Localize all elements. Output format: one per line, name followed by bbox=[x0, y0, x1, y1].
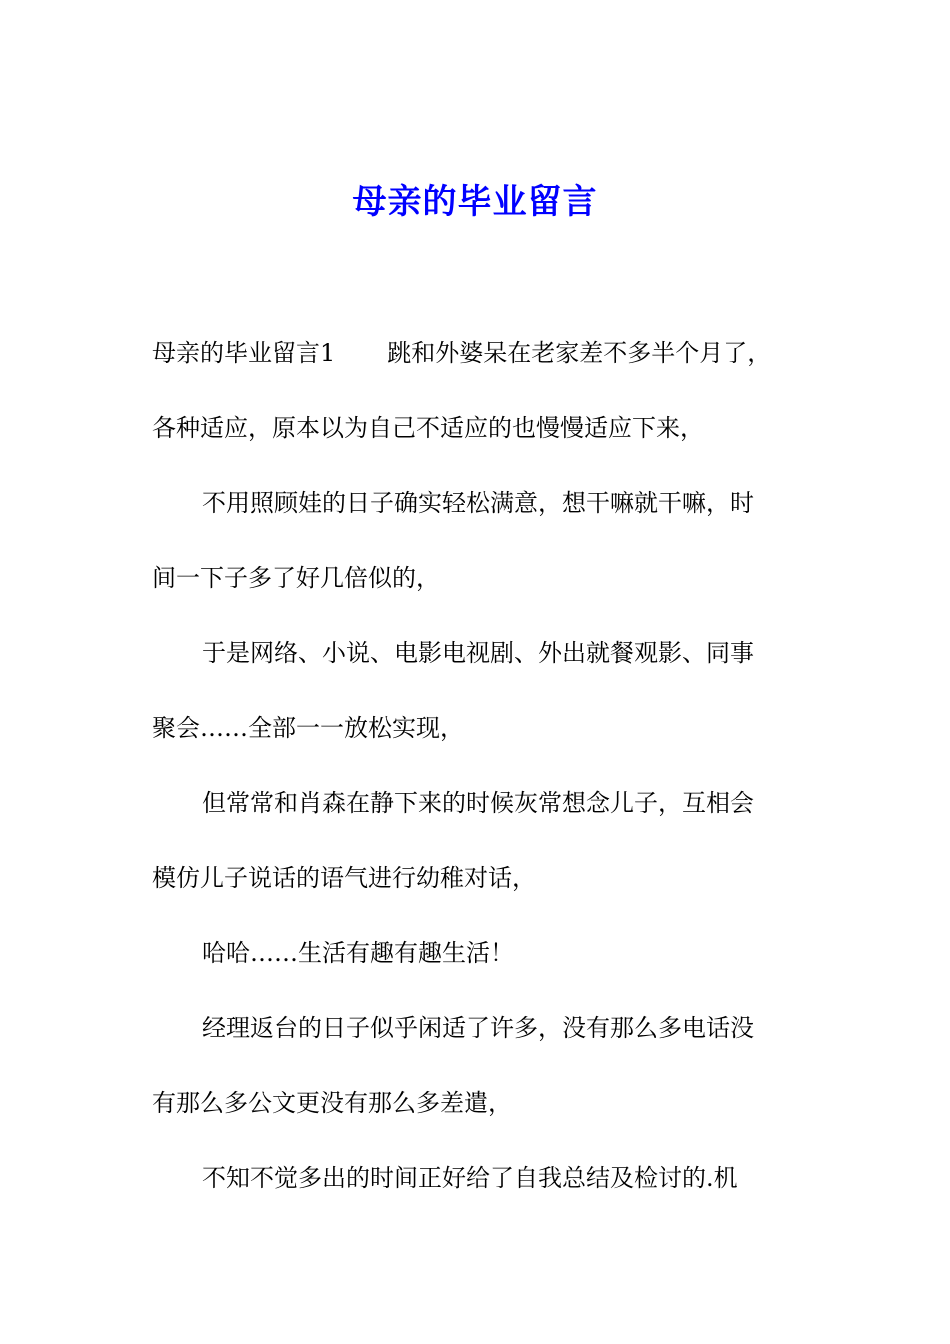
paragraph-line: 各种适应，原本以为自己不适应的也慢慢适应下来， bbox=[152, 414, 704, 442]
document-title: 母亲的毕业留言 bbox=[352, 182, 598, 222]
paragraph-line: 不用照顾娃的日子确实轻松满意，想干嘛就干嘛，时 bbox=[202, 489, 754, 517]
paragraph-line-first bbox=[152, 330, 800, 405]
paragraph-line: 哈哈……生活有趣有趣生活！ bbox=[202, 939, 514, 967]
paragraph-line: 有那么多公文更没有那么多差遣， bbox=[152, 1089, 512, 1117]
paragraph-line: 经理返台的日子似乎闲适了许多，没有那么多电话没 bbox=[202, 1014, 754, 1042]
paragraph-line: 间一下子多了好几倍似的， bbox=[152, 564, 440, 592]
paragraph-line: 于是网络、小说、电影电视剧、外出就餐观影、同事 bbox=[202, 639, 754, 667]
paragraph-line: 聚会……全部一一放松实现， bbox=[152, 714, 464, 742]
section-heading: 母亲的毕业留言1 bbox=[152, 339, 336, 367]
paragraph-line: 模仿儿子说话的语气进行幼稚对话， bbox=[152, 864, 536, 892]
paragraph-line: 但常常和肖森在静下来的时候灰常想念儿子，互相会 bbox=[202, 789, 754, 817]
document-body bbox=[152, 330, 800, 1230]
section-text: 跳和外婆呆在老家差不多半个月了， bbox=[387, 339, 772, 367]
paragraph-line: 不知不觉多出的时间正好给了自我总结及检讨的.机 bbox=[202, 1164, 738, 1192]
